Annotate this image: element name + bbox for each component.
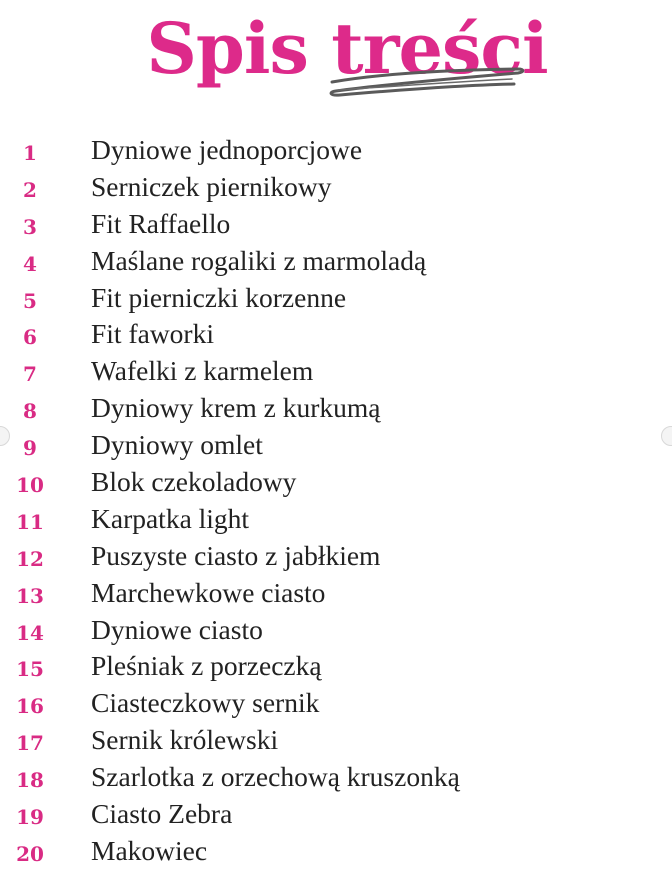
toc-item-title: Dyniowy krem z kurkumą [91,392,381,424]
toc-item-title: Karpatka light [91,502,250,534]
toc-item [0,575,672,612]
toc-item-number: 12 [16,546,44,571]
scribble-underline-icon [318,60,530,106]
toc-item-title: Blok czekoladowy [91,466,297,498]
toc-item-number: 16 [16,694,44,719]
toc-item-title: Pleśniak z porzeczką [91,650,322,682]
toc-item [0,206,672,243]
toc-item-number: 10 [16,473,44,498]
table-of-contents [0,132,672,870]
toc-item [0,390,672,427]
toc-item-title: Makowiec [91,834,208,866]
toc-item-number: 6 [23,325,37,350]
toc-item [0,759,672,796]
toc-item-number: 2 [23,177,37,202]
toc-item-number: 19 [16,805,44,830]
toc-item [0,648,672,685]
toc-item-number: 7 [23,362,37,387]
toc-item [0,464,672,501]
toc-item-title: Fit Raffaello [91,207,231,239]
toc-item-title: Fit pierniczki korzenne [91,281,347,313]
toc-item-title: Dyniowe jednoporcjowe [91,134,363,165]
toc-item-number: 9 [23,436,37,461]
toc-item [0,612,672,649]
toc-item [0,833,672,870]
toc-item [0,132,672,169]
toc-item-title: Puszyste ciasto z jabłkiem [91,539,381,571]
toc-item-number: 17 [16,731,44,756]
toc-item-title: Ciasto Zebra [91,798,233,830]
toc-item-title: Ciasteczkowy sernik [91,687,320,719]
toc-item-number: 18 [16,768,44,793]
toc-item-title: Dyniowe ciasto [91,613,263,645]
toc-item-title: Fit faworki [91,318,214,350]
toc-item [0,169,672,206]
toc-item-title: Dyniowy omlet [91,429,263,461]
toc-item-title: Marchewkowe ciasto [91,576,326,608]
toc-item-number: 13 [16,583,44,608]
toc-item-number: 5 [23,288,37,313]
toc-item [0,722,672,759]
toc-item-number: 20 [16,841,44,866]
toc-item-number: 3 [23,214,37,239]
toc-item-number: 15 [16,657,44,682]
toc-item-number: 4 [23,251,37,276]
toc-item-title: Serniczek piernikowy [91,170,332,202]
toc-item [0,243,672,280]
page-title: Spis treści [146,7,548,90]
toc-item-title: Szarlotka z orzechową kruszonką [91,761,460,793]
toc-item-number: 1 [23,141,37,165]
toc-item [0,353,672,390]
toc-item [0,316,672,353]
toc-item [0,427,672,464]
toc-item-title: Maślane rogaliki z marmoladą [91,244,427,276]
toc-item-number: 8 [23,399,37,424]
toc-item [0,280,672,317]
toc-item-number: 14 [16,620,44,645]
toc-item-title: Wafelki z karmelem [91,355,314,387]
toc-item [0,685,672,722]
toc-item-title: Sernik królewski [91,724,279,756]
toc-item-number: 11 [16,509,44,534]
toc-item [0,538,672,575]
toc-item [0,796,672,833]
toc-item [0,501,672,538]
